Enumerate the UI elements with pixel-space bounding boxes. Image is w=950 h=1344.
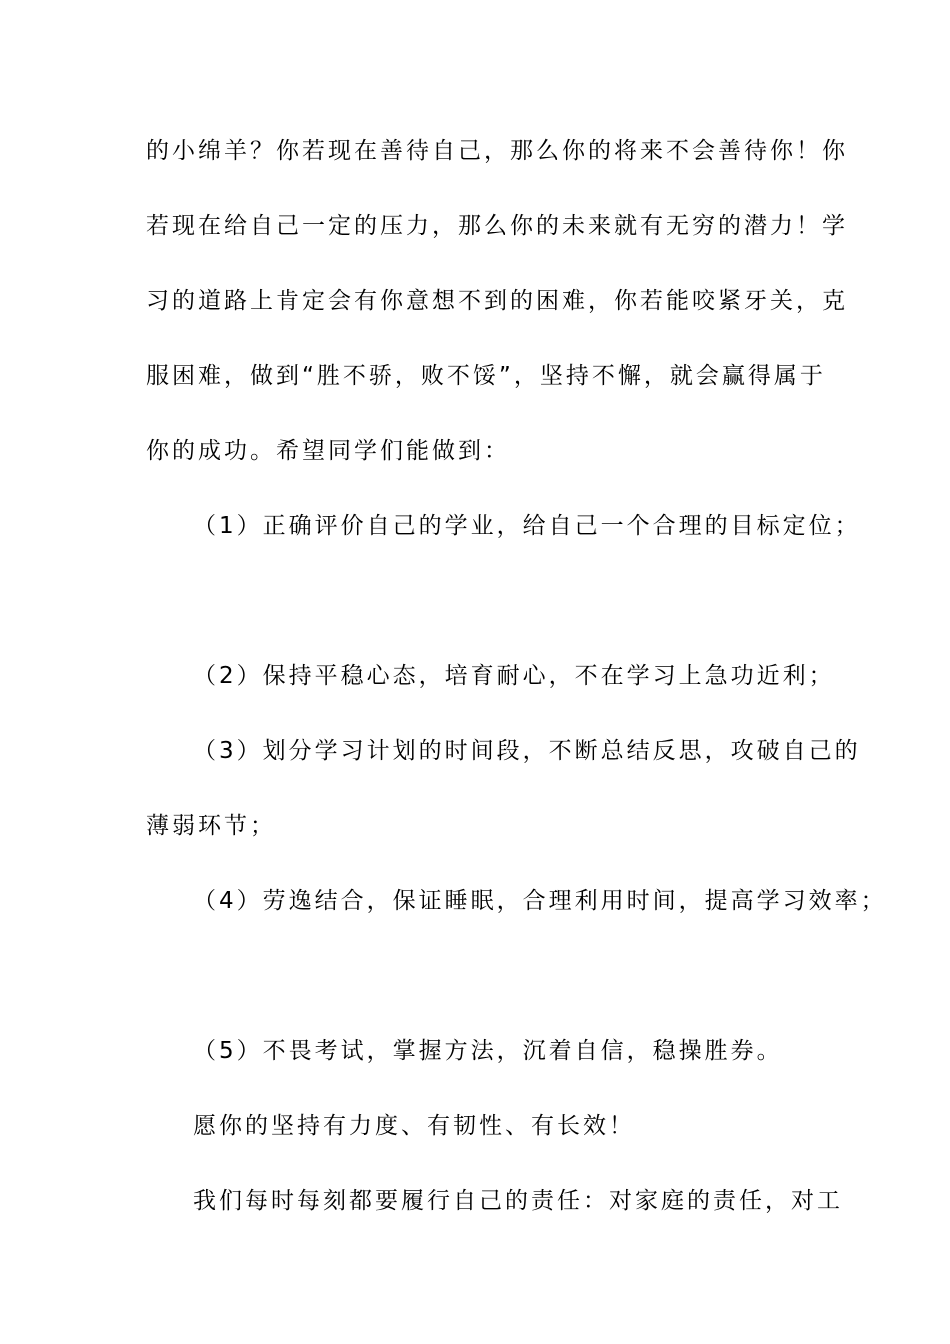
text-line: 习的道路上肯定会有你意想不到的困难，你若能咬紧牙关，克 (146, 288, 848, 314)
list-item: （2）保持平稳心态，培育耐心，不在学习上急功近利； (193, 663, 835, 689)
list-item: （1）正确评价自己的学业，给自己一个合理的目标定位； (193, 513, 861, 539)
text-line: 我们每时每刻都要履行自己的责任：对家庭的责任，对工 (193, 1188, 843, 1214)
text-line: 你的成功。希望同学们能做到： (146, 438, 510, 464)
text-line: 的小绵羊？你若现在善待自己，那么你的将来不会善待你！你 (146, 138, 848, 164)
text-line: 若现在给自己一定的压力，那么你的未来就有无穷的潜力！学 (146, 213, 848, 239)
text-line: 薄弱环节； (146, 813, 276, 839)
text-line: 愿你的坚持有力度、有韧性、有长效！ (193, 1113, 635, 1139)
list-item: （4）劳逸结合，保证睡眠，合理利用时间，提高学习效率； (193, 888, 887, 914)
list-item: （5）不畏考试，掌握方法，沉着自信，稳操胜券。 (193, 1038, 783, 1064)
text-line: 服困难，做到“胜不骄，败不馁”，坚持不懈，就会赢得属于 (146, 363, 826, 389)
list-item: （3）划分学习计划的时间段，不断总结反思，攻破自己的 (193, 738, 861, 764)
